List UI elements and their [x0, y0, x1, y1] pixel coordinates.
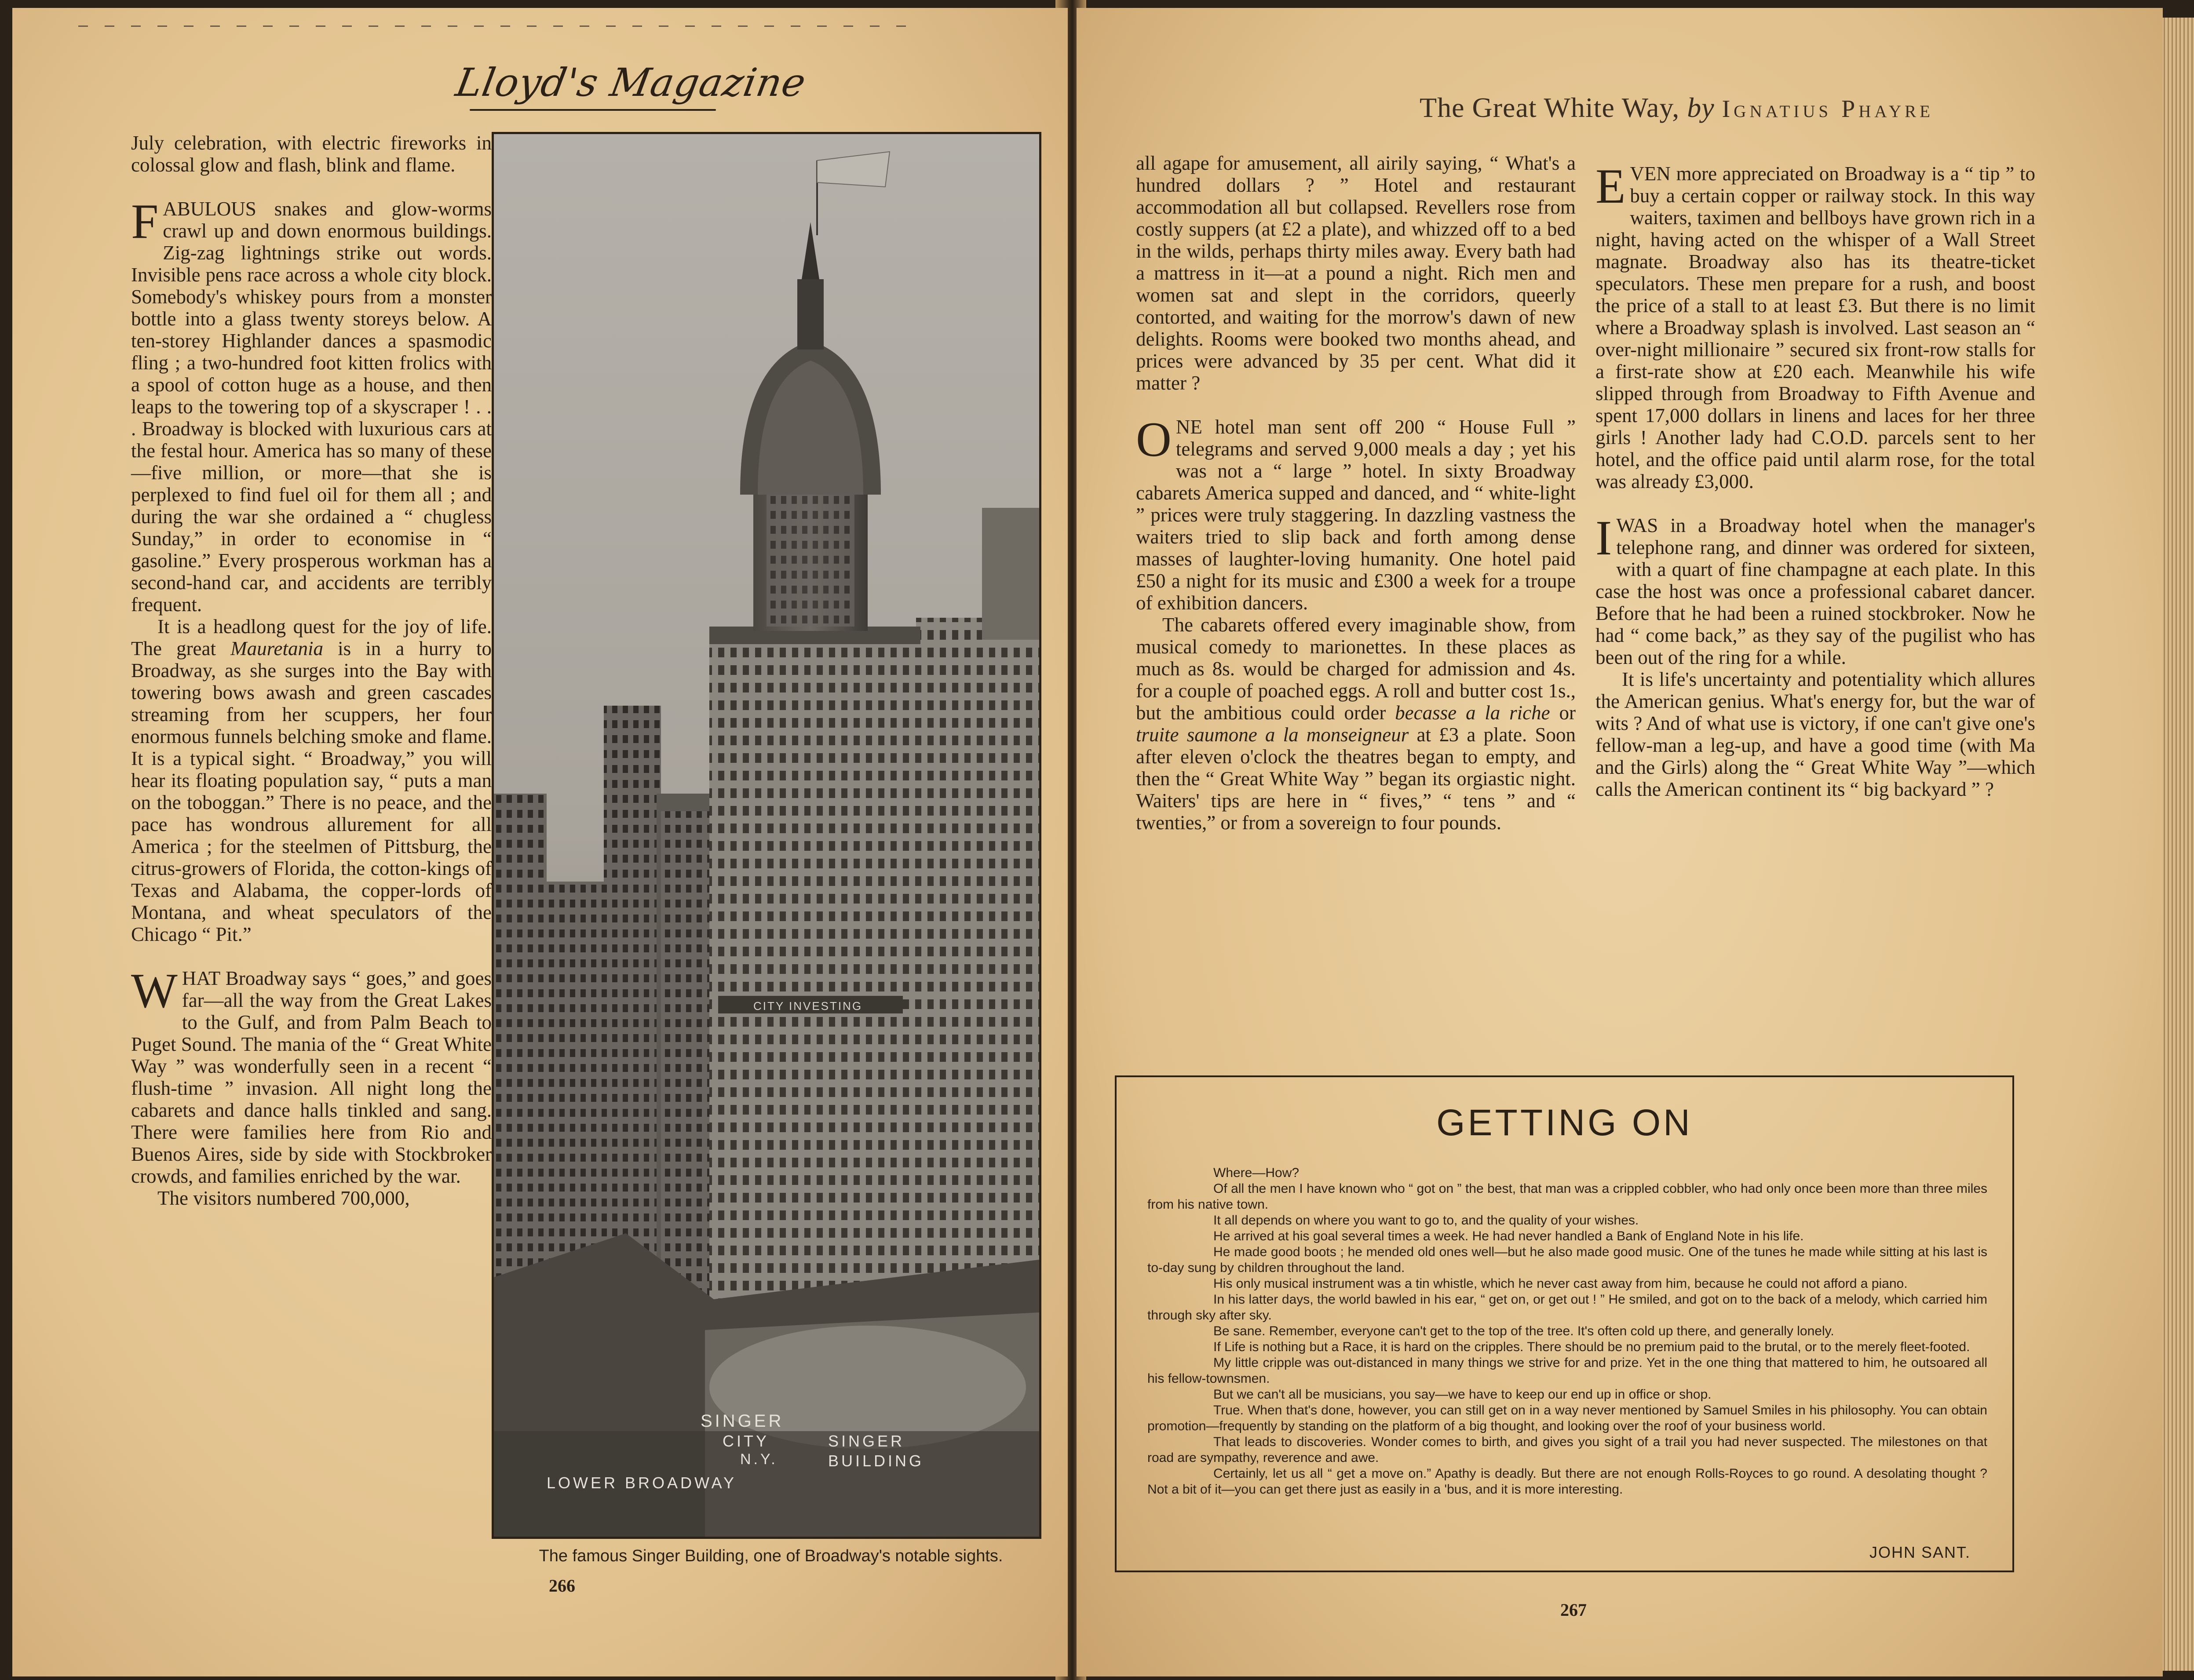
photo-label: LOWER BROADWAY: [547, 1474, 737, 1492]
paragraph: EVEN more appreciated on Broadway is a “ tip ” to buy a certain copper or railway stock. In this way waiters, taximen and bellboys have grown rich in a night, having acted on the whisper of a Wall Street magnate. Broadway also has its theatre-ticket speculators. These men prepare for a rush, and boost the price of a stall to at least £3. But there is no limit where a Broadway splash is involved. Last season an “ over-night millionaire ” secured six front-row stalls for a first-rate show at £20 each. Meanwhile his wife slipped through from Broadway to Fifth Avenue and spent 17,000 dollars in linens and laces for her three girls ! Another lady had C.O.D. parcels sent to her hotel, and the office paid until alarm rose, for the total was already £3,000.: [1595, 159, 2035, 492]
photo-label: CITY: [723, 1432, 770, 1450]
paragraph: The cabarets offered every imaginable show, from musical comedy to marionettes. In these places as much as 8s. would be charged for admission and 4s. for a couple of poached eggs. A roll and butter cost 1s., but the ambitious could order becasse a la riche or truite saumone a la monseigneur at £3 a plate. Soon after eleven o'clock the theatres began to empty, and then the “ Great White Way ” began its orgiastic night. Waiters' tips are here in “ fives,” “ tens ” and “ twenties,” or from a sovereign to four pounds.: [1136, 614, 1576, 834]
photo-label: N.Y.: [740, 1451, 778, 1468]
photo-label: CITY INVESTING: [753, 999, 863, 1013]
right-text-column-2: [1595, 159, 2035, 800]
box-line: My little cripple was out-distanced in many things we strive for and prize. Yet in the one thing that mattered to him, he outsoared all his fellow-townsmen.: [1147, 1356, 1987, 1386]
paragraph: WHAT Broadway says “ goes,” and goes far—all the way from the Great Lakes to the Gulf, and from Palm Beach to Puget Sound. The mania of the “ Great White Way ” was wonderfully seen in a recent “ flush-time ” invasion. All night long the cabarets and dance halls tinkled and sang. There were families here from Rio and Buenos Aires, side by side with Stockbroker crowds, and families enriched by the war.: [131, 964, 492, 1187]
right-page: [1077, 8, 2163, 1676]
box-line: He made good boots ; he mended old ones well—but he also made good music. One of the tunes he made while sitting at his last is to-day sung by children throughout the land.: [1147, 1245, 1987, 1275]
box-line: Be sane. Remember, everyone can't get to the top of the tree. It's often cold up there, and generally lonely.: [1213, 1324, 1834, 1338]
box-line: If Life is nothing but a Race, it is hard on the cripples. There should be no premium paid to the brutal, or to the merely fleet-footed.: [1213, 1340, 1970, 1354]
box-body: [1147, 1165, 1987, 1498]
paragraph: ONE hotel man sent off 200 “ House Full ” telegrams and served 9,000 meals a day ; yet his was not a “ large ” hotel. In sixty Broadway cabarets America supped and danced, and “ white-light ” prices were truly staggering. In dazzling vastness the waiters tried to slip back and forth among dense masses of laughter-loving humanity. One hotel paid £50 a night for its music and £300 a week for a troupe of exhibition dancers.: [1136, 412, 1576, 614]
paragraph: I WAS in a Broadway hotel when the manager's telephone rang, and dinner was ordered for sixteen, with a quart of fine champagne at each plate. In this case the host was once a professional cabaret dancer. Before that he had been a ruined stockbroker. Now he had “ come back,” as they say of the pugilist who has been out of the ring for a while.: [1595, 511, 2035, 668]
box-line: Certainly, let us all “ get a move on.” Apathy is deadly. But there are not enough Rolls-Royces to go round. A desolating thought ? Not a bit of it—you can get there just as easily in a 'bus, and it is more interesting.: [1147, 1466, 1987, 1497]
box-line: Where—How?: [1213, 1166, 1300, 1180]
masthead: Lloyd's Magazine: [452, 60, 810, 105]
byline-by: by: [1687, 92, 1715, 123]
drop-cap: W: [131, 964, 178, 1018]
paragraph: all agape for amusement, all airily saying, “ What's a hundred dollars ? ” Hotel and restaurant accommodation all but collapsed. Revellers rose from costly suppers (at £2 a plate), and whizzed off to a bed in the wilds, perhaps thirty miles away. Every bath had a mattress in it—at a pound a night. Rich men and women sat and slept in the corridors, queerly contorted, and waiting for the morrow's dawn of new delights. Rooms were booked two months ahead, and prices were advanced by 35 per cent. What did it matter ?: [1136, 152, 1576, 394]
box-line: True. When that's done, however, you can still get on in a way never mentioned by Samuel Smiles in his philosophy. You can obtain promotion—frequently by standing on the platform of a big thought, and looking over the roof of your business world.: [1147, 1403, 1987, 1433]
article-title: The Great White Way,: [1420, 92, 1680, 123]
running-title: [1420, 91, 1934, 124]
box-signature: JOHN SANT.: [1869, 1543, 1971, 1561]
drop-cap: E: [1595, 159, 1626, 214]
photo-label: BUILDING: [828, 1452, 924, 1470]
photo-caption: The famous Singer Building, one of Broadway's notable sights.: [539, 1547, 1003, 1565]
singer-building-photo: [492, 132, 1041, 1539]
page-number: 266: [549, 1576, 575, 1596]
drop-cap: O: [1136, 412, 1172, 467]
paragraph: FABULOUS snakes and glow-worms crawl up and down enormous buildings. Zig-zag lightnings strike out words. Invisible pens race across a whole city block. Somebody's whiskey pours from a monster bottle into a glass twenty storeys below. A ten-storey Highlander dances a spasmodic fling ; a two-hundred foot kitten frolics with a spool of cotton huge as a house, and then leaps to the towering top of a skyscraper ! . . . Broadway is blocked with luxurious cars at the festal hour. America has so many of these—five million, or more—that she is perplexed to find fuel oil for them all ; and during the war she ordained a “ chugless Sunday,” in order to economise in “ gasoline.” Every prosperous workman has a second-hand car, and accidents are terribly frequent.: [131, 194, 492, 616]
paragraph: It is a headlong quest for the joy of life. The great Mauretania is in a hurry to Broadway, as she surges into the Bay with towering bows awash and green cascades streaming from her scuppers, her four enormous funnels belching smoke and flame. It is a typical sight. “ Broadway,” you will hear its floating population say, “ puts a man on the toboggan.” There is no peace, and the pace has wondrous allurement for all America ; for the steelmen of Pittsburg, the citrus-growers of Florida, the cotton-kings of Texas and Alabama, the copper-lords of Montana, and wheat speculators of the Chicago “ Pit.”: [131, 616, 492, 945]
box-line: His only musical instrument was a tin whistle, which he never cast away from him, because he could not afford a piano.: [1213, 1276, 1908, 1291]
paragraph: July celebration, with electric fireworks in colossal glow and flash, blink and flame.: [131, 132, 492, 176]
author-name: Ignatius Phayre: [1722, 95, 1934, 123]
box-line: But we can't all be musicians, you say—we have to keep our end up in office or shop.: [1213, 1387, 1712, 1402]
left-text-column: [131, 132, 492, 1209]
box-title: GETTING ON: [1436, 1102, 1693, 1143]
ship-name: Mauretania: [230, 638, 323, 660]
photo-label: SINGER: [828, 1432, 905, 1450]
page-number: 267: [1560, 1600, 1587, 1620]
getting-on-box: [1115, 1075, 2014, 1572]
paragraph: It is life's uncertainty and potentiality which allures the American genius. What's energy for, but the war of wits ? And of what use is victory, if one can't give one's fellow-man a leg-up, and have a good time (with Ma and the Girls) along the “ Great White Way ”—which calls the American continent its “ big backyard ” ?: [1595, 668, 2035, 800]
top-dashes: [78, 26, 914, 27]
photo-illustration: [494, 134, 1039, 1537]
right-text-column-1: [1136, 152, 1576, 834]
photo-label: SINGER: [701, 1411, 784, 1431]
left-page: [12, 8, 1068, 1676]
masthead-underline: [470, 109, 716, 111]
drop-cap: I: [1595, 511, 1612, 565]
box-line: It all depends on where you want to go to, and the quality of your wishes.: [1213, 1213, 1639, 1228]
paragraph: The visitors numbered 700,000,: [157, 1187, 410, 1209]
box-line: In his latter days, the world bawled in his ear, “ get on, or get out ! ” He smiled, and got on to the back of a melody, which carried him through sky after sky.: [1147, 1292, 1987, 1323]
box-line: He arrived at his goal several times a week. He had never handled a Bank of England Note in his life.: [1213, 1229, 1804, 1243]
drop-cap: F: [131, 194, 159, 249]
box-line: Of all the men I have known who “ got on ” the best, that man was a crippled cobbler, who had only once been more than three miles from his native town.: [1147, 1181, 1987, 1212]
box-line: That leads to discoveries. Wonder comes to birth, and gives you sight of a trail you had never suspected. The milestones on that road are sympathy, reverence and awe.: [1147, 1435, 1987, 1465]
